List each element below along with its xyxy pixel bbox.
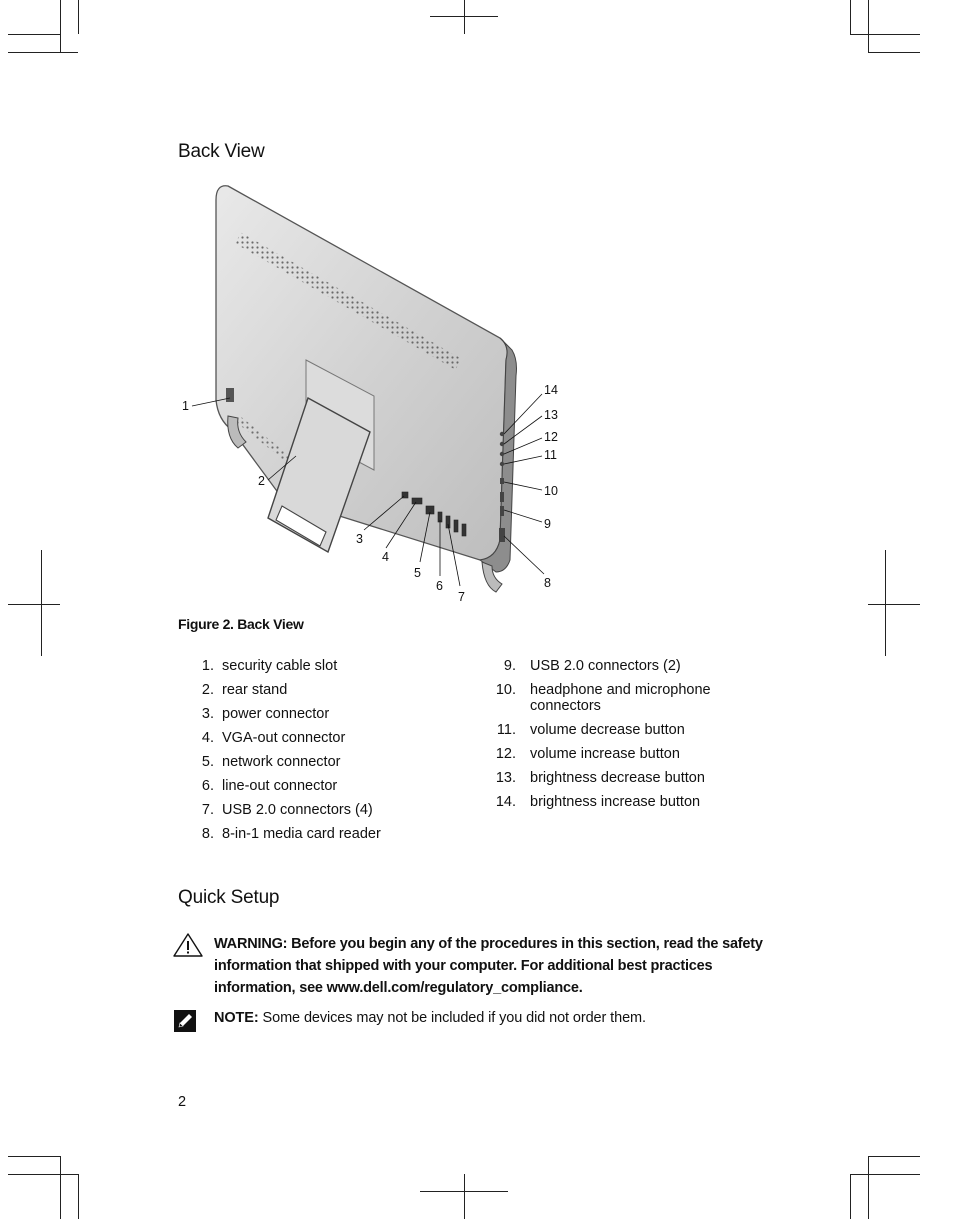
list-item	[486, 770, 776, 787]
component-list-left	[184, 658, 474, 850]
item-number: 2.	[201, 682, 214, 698]
list-item	[184, 778, 474, 795]
item-text: volume increase button	[530, 746, 680, 762]
item-text: headphone and microphone connectors	[530, 682, 711, 714]
item-number: 6.	[201, 778, 214, 794]
item-text: 8-in-1 media card reader	[222, 826, 381, 842]
item-text: power connector	[222, 706, 330, 722]
callout-9: 9	[544, 517, 551, 531]
section-title-quick-setup: Quick Setup	[178, 887, 280, 908]
list-item	[486, 794, 776, 811]
figure-caption: Figure 2. Back View	[178, 616, 304, 632]
item-text: volume decrease button	[530, 722, 685, 738]
note-body: Some devices may not be included if you did not order them.	[258, 1010, 646, 1026]
item-text: brightness increase button	[530, 794, 701, 810]
list-item	[486, 722, 776, 739]
list-item	[486, 658, 776, 675]
item-number: 3.	[201, 706, 214, 722]
callout-11: 11	[544, 448, 557, 462]
monitor-rear-panel	[216, 186, 507, 560]
item-number: 1.	[201, 658, 214, 674]
note-label: NOTE:	[214, 1010, 259, 1026]
list-item	[184, 754, 474, 771]
callout-14: 14	[544, 383, 558, 397]
note-text	[214, 1010, 646, 1026]
callout-1: 1	[182, 399, 189, 413]
item-number: 5.	[201, 754, 214, 770]
callout-5: 5	[414, 566, 421, 580]
list-item	[486, 746, 776, 763]
item-number: 14.	[495, 794, 516, 810]
item-text: brightness decrease button	[530, 770, 705, 786]
item-number: 4.	[201, 730, 214, 746]
callout-7: 7	[458, 590, 465, 604]
item-text: USB 2.0 connectors (2)	[530, 658, 681, 674]
back-view-illustration	[170, 180, 590, 610]
item-text: line-out connector	[222, 778, 338, 794]
item-text: USB 2.0 connectors (4)	[222, 802, 373, 818]
item-text: rear stand	[222, 682, 288, 698]
callout-8: 8	[544, 576, 551, 590]
item-text: security cable slot	[222, 658, 338, 674]
list-item	[184, 802, 474, 819]
warning-triangle-icon	[172, 932, 204, 958]
item-number: 12.	[495, 746, 516, 762]
list-item	[184, 706, 474, 723]
item-number: 10.	[495, 682, 516, 698]
list-item	[486, 682, 776, 715]
section-title-back-view: Back View	[178, 141, 265, 162]
callout-13: 13	[544, 408, 558, 422]
item-number: 11.	[496, 722, 516, 738]
list-item	[184, 682, 474, 699]
security-slot	[226, 388, 234, 402]
item-text: network connector	[222, 754, 341, 770]
list-item	[184, 658, 474, 675]
item-number: 9.	[503, 658, 516, 674]
callout-12: 12	[544, 430, 558, 444]
list-item	[184, 826, 474, 843]
warning-text: WARNING: Before you begin any of the procedures in this section, read the safety information that shipped with your computer. For additional best practices information, see www.dell.com/regulatory_compliance.	[214, 936, 763, 996]
component-list-right	[486, 658, 776, 818]
item-number: 8.	[201, 826, 214, 842]
callout-2: 2	[258, 474, 265, 488]
callout-6: 6	[436, 579, 443, 593]
item-number: 13.	[495, 770, 516, 786]
callout-3: 3	[356, 532, 363, 546]
callout-4: 4	[382, 550, 389, 564]
item-number: 7.	[201, 802, 214, 818]
page-number: 2	[178, 1094, 187, 1110]
item-text: VGA-out connector	[222, 730, 346, 746]
callout-10: 10	[544, 484, 558, 498]
note-pencil-icon	[174, 1010, 196, 1032]
list-item	[184, 730, 474, 747]
